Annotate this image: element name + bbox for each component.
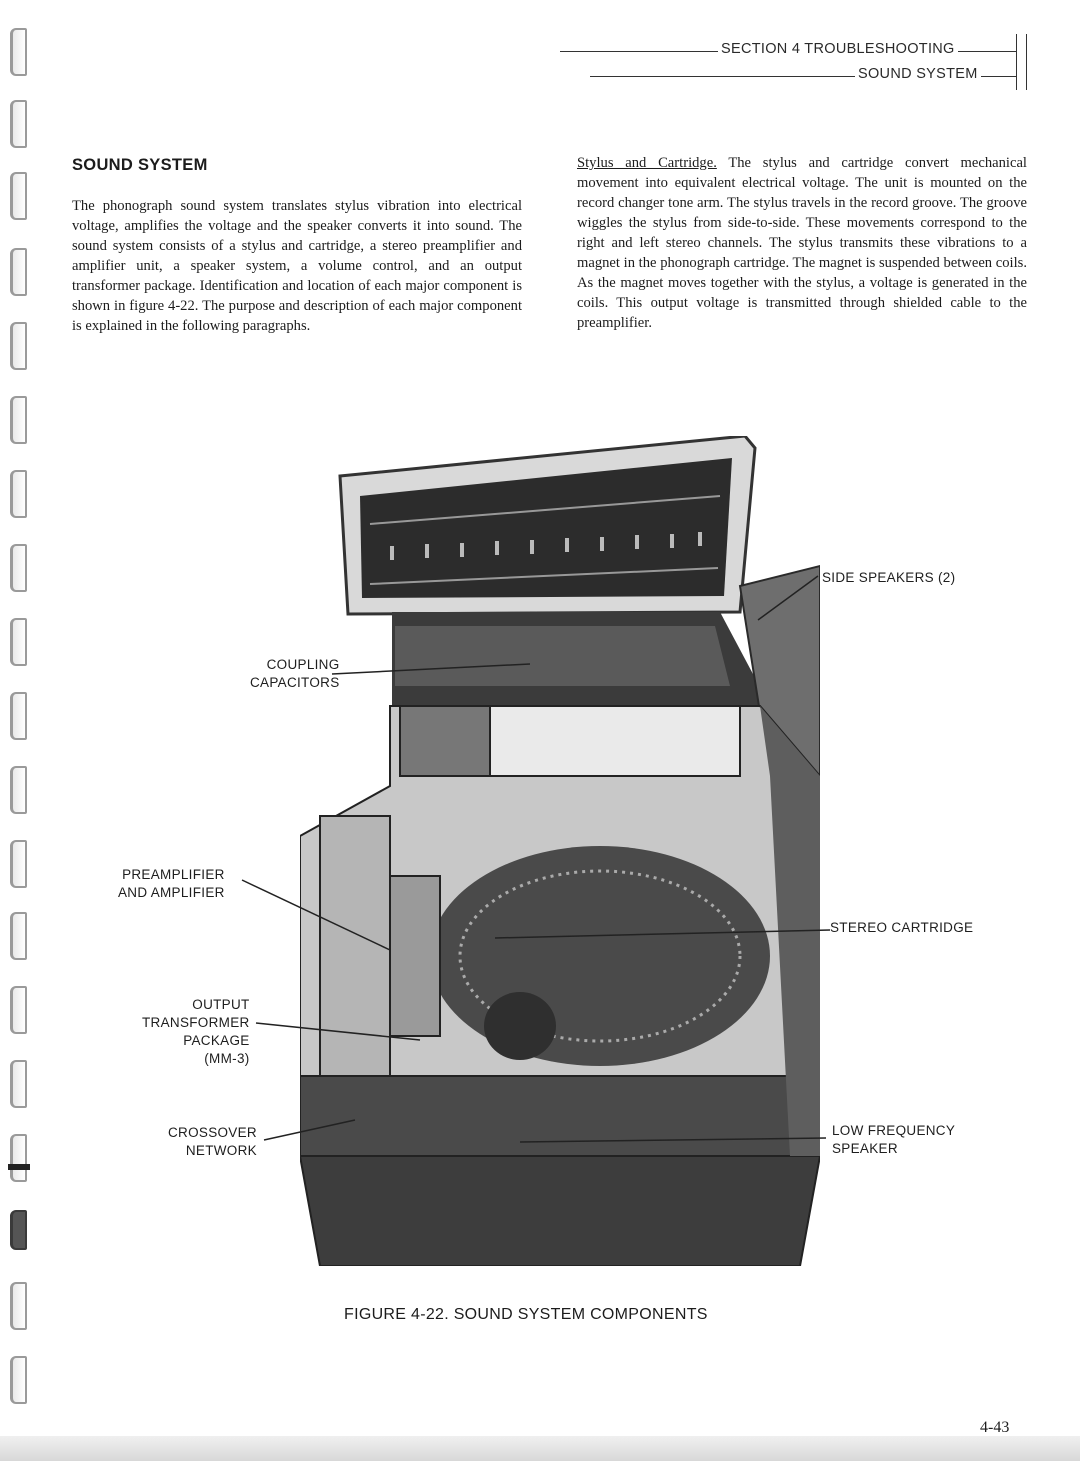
label-coupling-capacitors xyxy=(250,656,340,692)
paragraph-title: Stylus and Cartridge. xyxy=(577,155,717,171)
binding-ring xyxy=(10,1356,27,1404)
binding-ring xyxy=(10,100,27,148)
label-stereo-cartridge: STEREO CARTRIDGE xyxy=(830,920,974,935)
label-line: CROSSOVER xyxy=(168,1125,257,1140)
binding-ring xyxy=(10,248,27,296)
label-line: TRANSFORMER xyxy=(142,1015,250,1030)
jukebox-photo xyxy=(300,436,820,1266)
scan-bottom-edge xyxy=(0,1436,1080,1461)
binding-ring xyxy=(10,172,27,220)
page-header xyxy=(560,34,1030,92)
header-rule xyxy=(1026,34,1027,90)
label-line: SPEAKER xyxy=(832,1141,898,1156)
label-line: CAPACITORS xyxy=(250,675,340,690)
binding-ring xyxy=(10,840,27,888)
binding-ring xyxy=(10,396,27,444)
label-line: (MM-3) xyxy=(204,1051,250,1066)
binding-ring xyxy=(10,1134,27,1182)
stylus-cartridge-paragraph xyxy=(577,153,1027,333)
binding-ring xyxy=(10,692,27,740)
label-line: LOW FREQUENCY xyxy=(832,1123,956,1138)
label-line: COUPLING xyxy=(266,657,340,672)
binding-ring xyxy=(10,1060,27,1108)
turntable-motor xyxy=(484,992,556,1060)
label-output-transformer xyxy=(142,996,250,1068)
record-magazine xyxy=(430,846,770,1066)
intro-paragraph: The phonograph sound system translates stylus vibration into electrical voltage, amplifies the voltage and the speaker converts it into sound. The sound system consists of a stylus and cartridge, a stereo preamplifier and amplifier unit, a speaker system, a volume control, and an output transformer package. Identification and location of each major component is shown in figure 4-22. The purpose and description of each major component is explained in the following paragraphs. xyxy=(72,198,522,334)
label-line: AND AMPLIFIER xyxy=(118,885,225,900)
label-line: OUTPUT xyxy=(192,997,250,1012)
control-panel xyxy=(490,706,740,776)
label-side-speakers: SIDE SPEAKERS (2) xyxy=(822,570,956,585)
page-number: 4-43 xyxy=(980,1419,1010,1436)
lower-grille xyxy=(300,1076,820,1156)
binding-ring xyxy=(10,322,27,370)
binding-ring xyxy=(10,986,27,1034)
label-crossover-network xyxy=(168,1124,257,1160)
binding-ring xyxy=(10,766,27,814)
section-heading: SOUND SYSTEM xyxy=(72,156,208,174)
header-section-title: SECTION 4 TROUBLESHOOTING xyxy=(718,41,958,57)
selector-display xyxy=(400,706,490,776)
label-line: NETWORK xyxy=(185,1143,257,1158)
binding-ring xyxy=(10,618,27,666)
binding-ring xyxy=(10,912,27,960)
coupling-capacitor-board xyxy=(395,626,730,686)
binding-ring xyxy=(10,1210,27,1250)
label-preamplifier xyxy=(118,866,225,902)
paragraph-body: The stylus and cartridge convert mechanical movement into equivalent electrical voltage. The unit is mounted on the record changer tone arm. The stylus travels in the record groove. The groove wiggles the stylus from side-to-side. These movements correspond to the right and left stereo channels. The stylus transmits these vibrations to a magnet in the phonograph cartridge. The magnet is suspended between coils. As the magnet moves together with the stylus, a voltage is generated in the coils. This output voltage is transmitted through shielded cable to the preamplifier. xyxy=(577,155,1027,331)
binding-ring xyxy=(10,1282,27,1330)
cabinet-base xyxy=(300,1156,820,1266)
binding-ring xyxy=(10,470,27,518)
header-subsection-title: SOUND SYSTEM xyxy=(855,66,981,82)
binding-ring xyxy=(10,28,27,76)
tab-mark xyxy=(8,1164,30,1170)
label-low-frequency-speaker xyxy=(832,1122,955,1158)
spiral-binding xyxy=(0,0,40,1461)
binding-ring xyxy=(10,544,27,592)
figure-caption: FIGURE 4-22. SOUND SYSTEM COMPONENTS xyxy=(344,1306,708,1323)
header-rule xyxy=(1016,34,1017,90)
label-line: PREAMPLIFIER xyxy=(122,867,225,882)
label-line: PACKAGE xyxy=(183,1033,250,1048)
